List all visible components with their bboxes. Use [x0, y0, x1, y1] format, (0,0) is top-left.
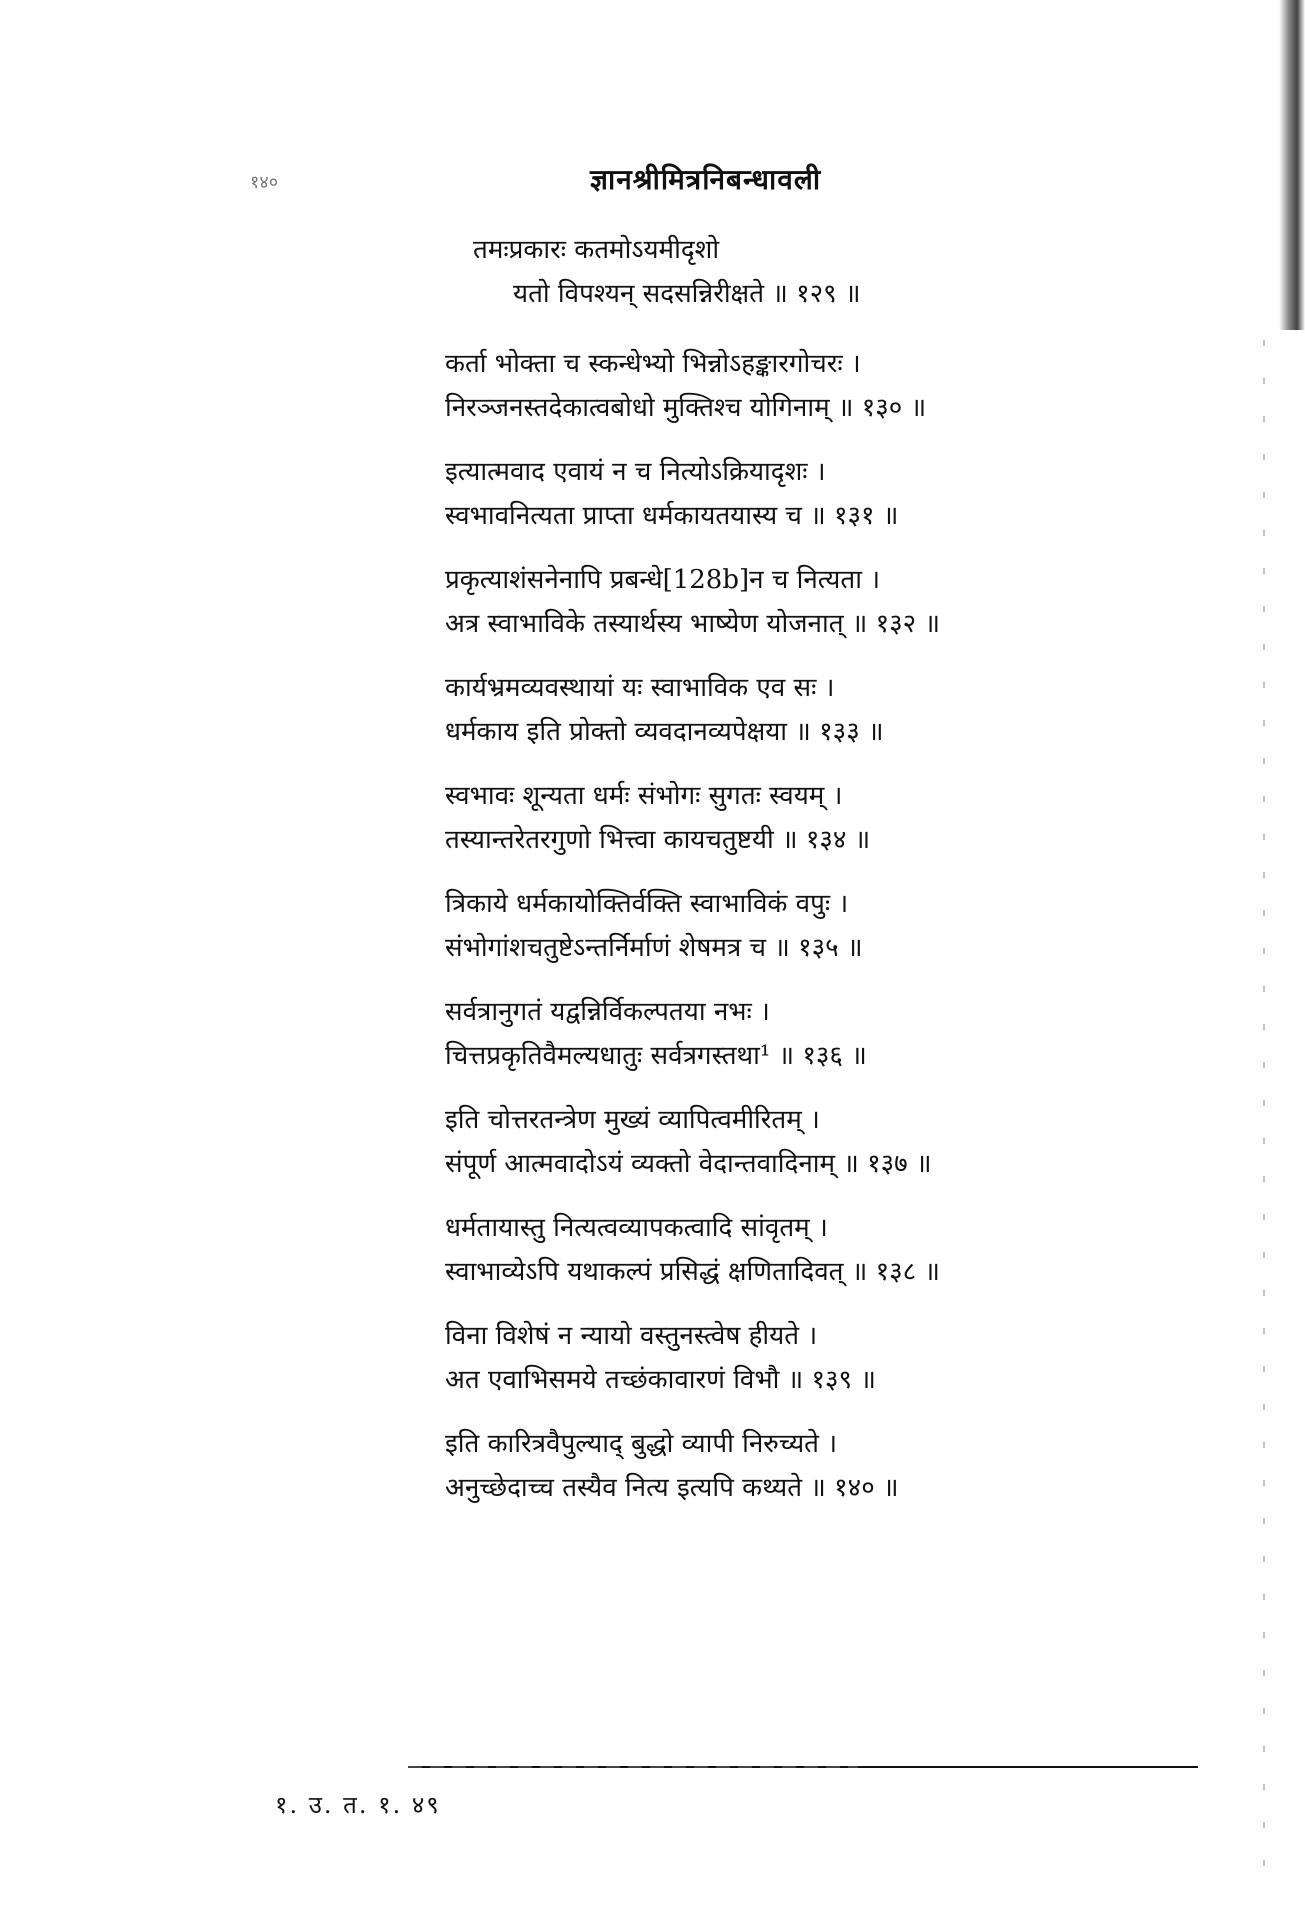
verse-line: संभोगांशचतुष्टेऽन्तर्निर्माणं शेषमत्र च ॥ १३५ ॥: [445, 933, 863, 963]
verse-line: निरञ्जनस्तदेकात्वबोधो मुक्तिश्च योगिनाम् ॥ १३० ॥: [445, 393, 927, 423]
verse-line: इति कारित्रवैपुल्याद् बुद्धो व्यापी निरुच्यते ।: [445, 1429, 838, 1459]
verse-line: तस्यान्तरेतरगुणो भित्त्वा कायचतुष्टयी ॥ १३४ ॥: [445, 825, 871, 855]
verse-134: [445, 774, 1085, 862]
verse-130: [445, 342, 1085, 430]
scan-border-specks: [1263, 340, 1265, 1890]
verse-line: अत्र स्वाभाविके तस्यार्थस्य भाष्येण योजनात् ॥ १३२ ॥: [445, 609, 941, 639]
verse-line: स्वाभाव्येऽपि यथाकल्पं प्रसिद्धं क्षणितादिवत् ॥ १३८ ॥: [445, 1257, 940, 1287]
verse-block: [445, 228, 1085, 1530]
verse-140: [445, 1422, 1085, 1510]
verse-line: स्वभावः शून्यता धर्मः संभोगः सुगतः स्वयम् ।: [445, 781, 843, 811]
verse-line: इति चोत्तरतन्त्रेण मुख्यं व्यापित्वमीरितम् ।: [445, 1105, 820, 1135]
page-number: १४०: [250, 172, 279, 193]
verse-135: [445, 882, 1085, 970]
verse-line: कार्यभ्रमव्यवस्थायां यः स्वाभाविक एव सः ।: [445, 673, 835, 703]
verse-line: अनुच्छेदाच्च तस्यैव नित्य इत्यपि कथ्यते ॥ १४० ॥: [445, 1473, 899, 1503]
verse-line: तमःप्रकारः कतमोऽयमीदृशो: [473, 235, 720, 265]
verse-line: प्रकृत्याशंसनेनापि प्रबन्धे[128b]न च नित्यता ।: [445, 565, 881, 595]
verse-line: संपूर्ण आत्मवादोऽयं व्यक्तो वेदान्तवादिनाम् ॥ १३७ ॥: [445, 1149, 932, 1179]
verse-139: [445, 1314, 1085, 1402]
footnote: १. उ. त. १. ४९: [275, 1791, 441, 1819]
verse-line: विना विशेषं न न्यायो वस्तुनस्त्वेष हीयते ।: [445, 1321, 818, 1351]
verse-137: [445, 1098, 1085, 1186]
verse-line: धर्मतायास्तु नित्यत्वव्यापकत्वादि सांवृतम् ।: [445, 1213, 828, 1243]
scan-border-shadow: [1279, 0, 1305, 330]
footnote-divider-faint: [408, 1766, 858, 1768]
verse-line: सर्वत्रानुगतं यद्वन्निर्विकल्पतया नभः ।: [445, 997, 770, 1027]
verse-138: [445, 1206, 1085, 1294]
verse-line: यतो विपश्यन् सदसन्निरीक्षते ॥ १२९ ॥: [513, 279, 861, 309]
verse-132: [445, 558, 1085, 646]
verse-line: धर्मकाय इति प्रोक्तो व्यवदानव्यपेक्षया ॥ १३३ ॥: [445, 717, 884, 747]
verse-131: [445, 450, 1085, 538]
verse-129: [445, 228, 1085, 316]
verse-line: स्वभावनित्यता प्राप्ता धर्मकायतयास्य च ॥ १३१ ॥: [445, 501, 899, 531]
verse-133: [445, 666, 1085, 754]
verse-line: चित्तप्रकृतिवैमल्यधातुः सर्वत्रगस्तथा¹ ॥ १३६ ॥: [445, 1041, 867, 1071]
verse-line: अत एवाभिसमये तच्छंकावारणं विभौ ॥ १३९ ॥: [445, 1365, 876, 1395]
verse-136: [445, 990, 1085, 1078]
running-title: ज्ञानश्रीमित्रनिबन्धावली: [590, 163, 822, 196]
verse-line: कर्ता भोक्ता च स्कन्धेभ्यो भिन्नोऽहङ्कारगोचरः ।: [445, 349, 861, 379]
verse-line: इत्यात्मवाद एवायं न च नित्योऽक्रियादृशः ।: [445, 457, 826, 487]
verse-line: त्रिकाये धर्मकायोक्तिर्वक्ति स्वाभाविकं वपुः ।: [445, 889, 849, 919]
